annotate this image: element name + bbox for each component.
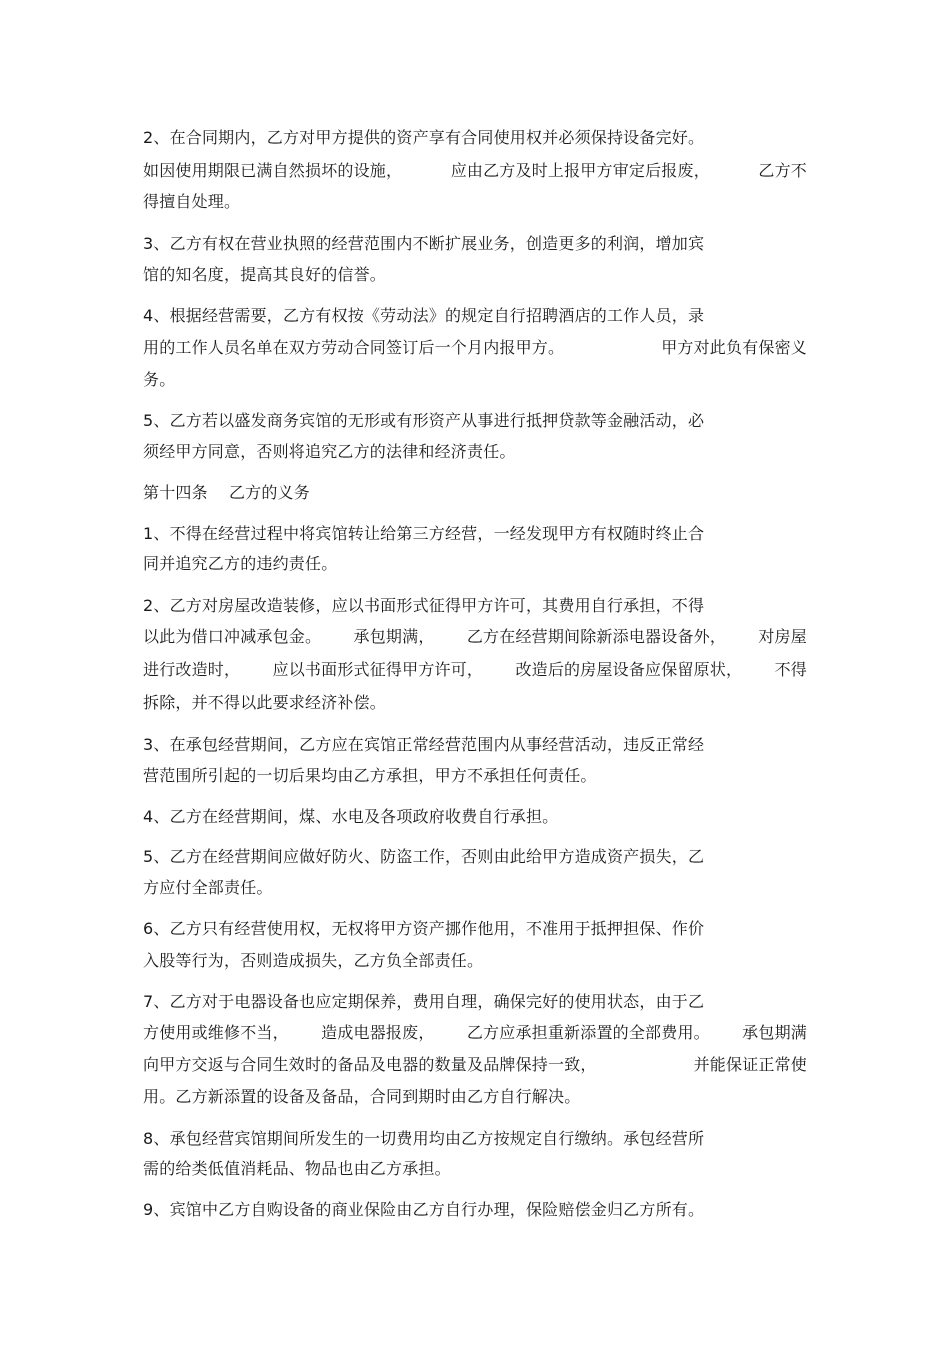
paragraph-line: 5、乙方在经营期间应做好防火、防盗工作，否则由此给甲方造成资产损失，乙 [143, 847, 705, 866]
line-segment: 造成电器报废， [321, 1023, 435, 1042]
paragraph-line: 馆的知名度，提高其良好的信誉。 [143, 265, 387, 284]
paragraph-line: 2、在合同期内，乙方对甲方提供的资产享有合同使用权并必须保持设备完好。 [143, 128, 705, 147]
paragraph-line: 须经甲方同意，否则将追究乙方的法律和经济责任。 [143, 442, 516, 461]
paragraph-line: 方应付全部责任。 [143, 878, 273, 897]
paragraph-line: 营范围所引起的一切后果均由乙方承担，甲方不承担任何责任。 [143, 766, 597, 785]
line-segment: 承包期满， [353, 627, 435, 646]
paragraph-line: 4、乙方在经营期间，煤、水电及各项政府收费自行承担。 [143, 807, 559, 826]
line-segment: 改造后的房屋设备应保留原状， [515, 660, 743, 679]
line-segment: 承包期满 [742, 1023, 807, 1042]
section-heading: 第十四条 乙方的义务 [143, 483, 310, 502]
line-segment: 不得 [774, 660, 807, 679]
paragraph-line: 7、乙方对于电器设备也应定期保养，费用自理，确保完好的使用状态，由于乙 [143, 992, 705, 1011]
paragraph-line: 3、乙方有权在营业执照的经营范围内不断扩展业务，创造更多的利润，增加宾 [143, 234, 705, 253]
paragraph-line: 入股等行为，否则造成损失，乙方负全部责任。 [143, 951, 484, 970]
line-segment: 应以书面形式征得甲方许可， [272, 660, 484, 679]
paragraph-line [143, 1054, 807, 1076]
line-segment: 乙方应承担重新添置的全部费用。 [466, 1023, 710, 1042]
paragraph-line: 8、承包经营宾馆期间所发生的一切费用均由乙方按规定自行缴纳。承包经营所 [143, 1129, 705, 1148]
paragraph-line: 拆除，并不得以此要求经济补偿。 [143, 693, 387, 712]
line-segment: 乙方在经营期间除新添电器设备外， [466, 627, 727, 646]
paragraph-line: 3、在承包经营期间，乙方应在宾馆正常经营范围内从事经营活动，违反正常经 [143, 735, 705, 754]
paragraph-line: 6、乙方只有经营使用权，无权将甲方资产挪作他用，不准用于抵押担保、作价 [143, 919, 705, 938]
paragraph-line: 1、不得在经营过程中将宾馆转让给第三方经营，一经发现甲方有权随时终止合 [143, 524, 705, 543]
paragraph-line [143, 160, 807, 182]
paragraph-line: 5、乙方若以盛发商务宾馆的无形或有形资产从事进行抵押贷款等金融活动，必 [143, 411, 705, 430]
paragraph-line: 用。乙方新添置的设备及备品，合同到期时由乙方自行解决。 [143, 1087, 581, 1106]
line-segment: 甲方对此负有保密义 [661, 338, 807, 357]
paragraph-line [143, 659, 807, 681]
paragraph-line: 2、乙方对房屋改造装修，应以书面形式征得甲方许可，其费用自行承担，不得 [143, 596, 705, 615]
line-segment: 对房屋 [758, 627, 807, 646]
line-segment: 向甲方交返与合同生效时的备品及电器的数量及品牌保持一致， [143, 1055, 597, 1074]
line-segment: 乙方不 [758, 161, 807, 180]
paragraph-line: 需的给类低值消耗品、物品也由乙方承担。 [143, 1159, 451, 1178]
line-segment: 用的工作人员名单在双方劳动合同签订后一个月内报甲方。 [143, 338, 565, 357]
line-segment: 如因使用期限已满自然损坏的设施， [143, 161, 403, 180]
paragraph-line: 同并追究乙方的违约责任。 [143, 554, 338, 573]
line-segment: 以此为借口冲减承包金。 [143, 627, 322, 646]
line-segment: 进行改造时， [143, 660, 241, 679]
paragraph-line: 务。 [143, 370, 176, 389]
line-segment: 并能保证正常使 [693, 1055, 807, 1074]
line-segment: 应由乙方及时上报甲方审定后报废， [450, 161, 710, 180]
paragraph-line [143, 337, 807, 359]
paragraph-line: 9、宾馆中乙方自购设备的商业保险由乙方自行办理，保险赔偿金归乙方所有。 [143, 1200, 705, 1219]
paragraph-line: 得擅自处理。 [143, 192, 241, 211]
paragraph-line: 4、根据经营需要，乙方有权按《劳动法》的规定自行招聘酒店的工作人员，录 [143, 306, 705, 325]
line-segment: 方使用或维修不当， [143, 1023, 289, 1042]
paragraph-line [143, 626, 807, 648]
paragraph-line [143, 1022, 807, 1044]
